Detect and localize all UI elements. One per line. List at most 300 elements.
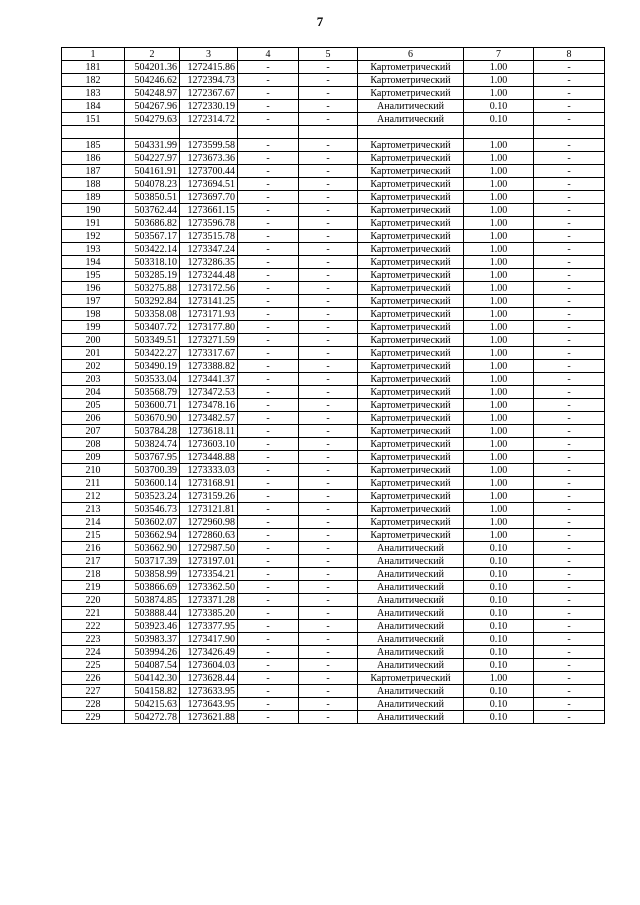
table-cell: - xyxy=(299,529,358,542)
table-cell: - xyxy=(238,100,299,113)
table-cell: 1.00 xyxy=(464,61,534,74)
table-cell: 227 xyxy=(62,685,125,698)
table-cell: Картометрический xyxy=(358,282,464,295)
table-cell: - xyxy=(238,204,299,217)
table-cell: - xyxy=(534,555,605,568)
table-cell: - xyxy=(238,152,299,165)
table-cell: 503600.71 xyxy=(125,399,180,412)
table-cell: Картометрический xyxy=(358,74,464,87)
table-cell: - xyxy=(534,386,605,399)
table-cell: 220 xyxy=(62,594,125,607)
table-cell: 503850.51 xyxy=(125,191,180,204)
table-cell: 1273317.67 xyxy=(180,347,238,360)
table-cell: 191 xyxy=(62,217,125,230)
table-row xyxy=(62,191,605,204)
table-row xyxy=(62,308,605,321)
table-cell: 201 xyxy=(62,347,125,360)
table-cell: Аналитический xyxy=(358,581,464,594)
table-cell: - xyxy=(534,295,605,308)
table-cell: - xyxy=(238,87,299,100)
table-cell: - xyxy=(534,685,605,698)
table-cell: 224 xyxy=(62,646,125,659)
table-cell: - xyxy=(238,594,299,607)
table-cell: 214 xyxy=(62,516,125,529)
table-row xyxy=(62,113,605,126)
table-cell: - xyxy=(299,269,358,282)
table-cell: 187 xyxy=(62,165,125,178)
table-cell: 503292.84 xyxy=(125,295,180,308)
table-cell: 1.00 xyxy=(464,74,534,87)
table-cell: - xyxy=(238,503,299,516)
table-cell: 1273417.90 xyxy=(180,633,238,646)
table-cell: 0.10 xyxy=(464,594,534,607)
table-cell: - xyxy=(238,581,299,594)
table-cell: Картометрический xyxy=(358,373,464,386)
table-cell: 1.00 xyxy=(464,269,534,282)
table-cell xyxy=(62,126,125,139)
table-cell: 203 xyxy=(62,373,125,386)
table-cell: - xyxy=(238,217,299,230)
table-cell: - xyxy=(534,243,605,256)
table-cell: Картометрический xyxy=(358,464,464,477)
table-cell: - xyxy=(238,113,299,126)
table-cell: - xyxy=(238,321,299,334)
table-row xyxy=(62,672,605,685)
table-cell: - xyxy=(534,373,605,386)
table-cell: - xyxy=(299,685,358,698)
table-cell: 503602.07 xyxy=(125,516,180,529)
table-cell: 1.00 xyxy=(464,178,534,191)
header-row xyxy=(62,48,605,61)
table-cell: - xyxy=(299,607,358,620)
table-cell: 1272415.86 xyxy=(180,61,238,74)
table-cell: - xyxy=(299,646,358,659)
table-cell xyxy=(534,126,605,139)
table-cell: 503983.37 xyxy=(125,633,180,646)
table-body-second-part xyxy=(62,139,605,724)
table-cell: 504279.63 xyxy=(125,113,180,126)
table-cell: Картометрический xyxy=(358,61,464,74)
table-cell: Аналитический xyxy=(358,685,464,698)
table-cell: 504201.36 xyxy=(125,61,180,74)
table-cell: - xyxy=(299,503,358,516)
table-cell: 185 xyxy=(62,139,125,152)
table-cell: 210 xyxy=(62,464,125,477)
table-cell: - xyxy=(238,698,299,711)
table-cell: 222 xyxy=(62,620,125,633)
table-cell: - xyxy=(238,334,299,347)
table-cell: 504087.54 xyxy=(125,659,180,672)
table-cell: - xyxy=(534,477,605,490)
table-cell: - xyxy=(534,425,605,438)
table-cell: 202 xyxy=(62,360,125,373)
table-cell: - xyxy=(238,477,299,490)
table-cell: - xyxy=(534,321,605,334)
table-header xyxy=(62,48,605,61)
table-row xyxy=(62,87,605,100)
table-cell: 503923.46 xyxy=(125,620,180,633)
table-row xyxy=(62,594,605,607)
table-cell: 1.00 xyxy=(464,165,534,178)
table-cell: - xyxy=(534,711,605,724)
table-cell: 1273271.59 xyxy=(180,334,238,347)
table-cell: - xyxy=(299,386,358,399)
table-cell: - xyxy=(299,334,358,347)
table-cell: 151 xyxy=(62,113,125,126)
table-cell: - xyxy=(534,438,605,451)
table-cell: 212 xyxy=(62,490,125,503)
table-cell: - xyxy=(534,620,605,633)
table-cell: 504272.78 xyxy=(125,711,180,724)
table-cell: 1273362.50 xyxy=(180,581,238,594)
table-row xyxy=(62,139,605,152)
table-cell: 1.00 xyxy=(464,217,534,230)
table-cell: - xyxy=(534,412,605,425)
table-cell: 211 xyxy=(62,477,125,490)
table-cell: 503533.04 xyxy=(125,373,180,386)
table-cell: 182 xyxy=(62,74,125,87)
table-cell: 1273515.78 xyxy=(180,230,238,243)
table-cell: - xyxy=(299,204,358,217)
table-cell: - xyxy=(299,438,358,451)
table-cell: 1272394.73 xyxy=(180,74,238,87)
table-cell: - xyxy=(299,230,358,243)
table-row xyxy=(62,685,605,698)
table-cell: - xyxy=(238,61,299,74)
table-cell: 229 xyxy=(62,711,125,724)
table-cell: 504158.82 xyxy=(125,685,180,698)
table-cell: 1273426.49 xyxy=(180,646,238,659)
table-row xyxy=(62,555,605,568)
table-cell: 503762.44 xyxy=(125,204,180,217)
table-row xyxy=(62,451,605,464)
table-cell: 503567.17 xyxy=(125,230,180,243)
table-cell: 1273385.20 xyxy=(180,607,238,620)
table-cell: Аналитический xyxy=(358,607,464,620)
table-cell: 0.10 xyxy=(464,620,534,633)
table-cell: 504331.99 xyxy=(125,139,180,152)
table-cell: - xyxy=(238,451,299,464)
table-cell: - xyxy=(534,282,605,295)
table-cell: Картометрический xyxy=(358,308,464,321)
table-cell: 1.00 xyxy=(464,87,534,100)
table-cell: 228 xyxy=(62,698,125,711)
table-cell: 0.10 xyxy=(464,659,534,672)
table-cell: - xyxy=(534,672,605,685)
table-cell: - xyxy=(238,178,299,191)
table-cell: 1273478.16 xyxy=(180,399,238,412)
table-cell: Картометрический xyxy=(358,399,464,412)
table-cell: - xyxy=(534,594,605,607)
table-cell: 503275.88 xyxy=(125,282,180,295)
table-cell: 1273354.21 xyxy=(180,568,238,581)
table-cell: 1.00 xyxy=(464,529,534,542)
table-cell: 1.00 xyxy=(464,490,534,503)
table-cell: - xyxy=(299,698,358,711)
table-cell: - xyxy=(238,412,299,425)
table-cell: - xyxy=(534,139,605,152)
table-row xyxy=(62,152,605,165)
table-cell: Картометрический xyxy=(358,451,464,464)
table-cell: 503422.27 xyxy=(125,347,180,360)
table-row xyxy=(62,698,605,711)
table-cell: Картометрический xyxy=(358,217,464,230)
table-cell: Картометрический xyxy=(358,516,464,529)
table-cell: Картометрический xyxy=(358,438,464,451)
table-cell: 181 xyxy=(62,61,125,74)
table-cell: 1.00 xyxy=(464,243,534,256)
table-cell: - xyxy=(299,399,358,412)
table-cell: - xyxy=(534,230,605,243)
table-cell: - xyxy=(299,308,358,321)
table-cell: - xyxy=(299,542,358,555)
table-cell: - xyxy=(238,269,299,282)
table-cell: - xyxy=(534,191,605,204)
table-cell: 200 xyxy=(62,334,125,347)
table-cell: - xyxy=(534,659,605,672)
table-cell: - xyxy=(299,243,358,256)
table-cell: - xyxy=(534,61,605,74)
table-cell: 1273599.58 xyxy=(180,139,238,152)
page-number: 7 xyxy=(316,14,324,29)
table-cell: - xyxy=(299,360,358,373)
table-cell: Картометрический xyxy=(358,477,464,490)
table-cell: 1273121.81 xyxy=(180,503,238,516)
table-cell: - xyxy=(238,360,299,373)
table-cell: 1273697.70 xyxy=(180,191,238,204)
table-cell: 0.10 xyxy=(464,646,534,659)
table-cell: 1.00 xyxy=(464,139,534,152)
table-cell: Картометрический xyxy=(358,295,464,308)
table-cell: 503568.79 xyxy=(125,386,180,399)
table-cell: 1.00 xyxy=(464,204,534,217)
table-cell: 1.00 xyxy=(464,308,534,321)
table-cell: - xyxy=(299,516,358,529)
table-cell: Картометрический xyxy=(358,321,464,334)
table-cell: 1.00 xyxy=(464,412,534,425)
table-cell: - xyxy=(299,178,358,191)
table-cell: 503784.28 xyxy=(125,425,180,438)
table-cell: 1273628.44 xyxy=(180,672,238,685)
table-cell: - xyxy=(238,672,299,685)
table-cell: - xyxy=(299,581,358,594)
table-cell: - xyxy=(534,698,605,711)
table-cell: 1.00 xyxy=(464,295,534,308)
table-cell: 1.00 xyxy=(464,503,534,516)
table-cell: - xyxy=(534,516,605,529)
table-cell: 504267.96 xyxy=(125,100,180,113)
table-cell: 196 xyxy=(62,282,125,295)
table-cell: 207 xyxy=(62,425,125,438)
table-cell: 1272960.98 xyxy=(180,516,238,529)
table-cell: 503407.72 xyxy=(125,321,180,334)
table-cell: - xyxy=(299,633,358,646)
table-cell: 219 xyxy=(62,581,125,594)
table-cell: Картометрический xyxy=(358,256,464,269)
table-cell: - xyxy=(534,529,605,542)
table-cell: - xyxy=(299,74,358,87)
table-cell: - xyxy=(299,256,358,269)
table-row xyxy=(62,217,605,230)
table-cell: 1273604.03 xyxy=(180,659,238,672)
table-cell: Картометрический xyxy=(358,490,464,503)
table-cell: 1273388.82 xyxy=(180,360,238,373)
table-cell: 1273171.93 xyxy=(180,308,238,321)
table-cell: - xyxy=(534,451,605,464)
table-cell: 1273159.26 xyxy=(180,490,238,503)
table-cell: - xyxy=(299,464,358,477)
table-cell: 503686.82 xyxy=(125,217,180,230)
table-cell: 195 xyxy=(62,269,125,282)
table-cell: - xyxy=(238,386,299,399)
table-cell: - xyxy=(238,568,299,581)
table-cell: 504248.97 xyxy=(125,87,180,100)
table-cell: Аналитический xyxy=(358,620,464,633)
table-cell: - xyxy=(534,646,605,659)
table-cell: Картометрический xyxy=(358,87,464,100)
table-cell: - xyxy=(238,490,299,503)
table-cell: 1.00 xyxy=(464,282,534,295)
table-cell: 192 xyxy=(62,230,125,243)
table-row xyxy=(62,178,605,191)
table-cell: - xyxy=(238,295,299,308)
table-row xyxy=(62,412,605,425)
table-cell: - xyxy=(238,711,299,724)
table-cell: 186 xyxy=(62,152,125,165)
table-row xyxy=(62,425,605,438)
table-cell: 1.00 xyxy=(464,321,534,334)
table-cell: 1.00 xyxy=(464,360,534,373)
table-cell: 0.10 xyxy=(464,685,534,698)
table-cell: 503318.10 xyxy=(125,256,180,269)
table-cell: 0.10 xyxy=(464,568,534,581)
table-cell: - xyxy=(534,113,605,126)
table-cell: 225 xyxy=(62,659,125,672)
table-cell: - xyxy=(238,347,299,360)
table-cell xyxy=(180,126,238,139)
table-cell: 1272987.50 xyxy=(180,542,238,555)
column-header: 2 xyxy=(125,48,180,61)
table-row xyxy=(62,503,605,516)
table-row xyxy=(62,477,605,490)
table-cell: 503422.14 xyxy=(125,243,180,256)
table-cell: 503700.39 xyxy=(125,464,180,477)
table-cell: - xyxy=(534,334,605,347)
table-cell: 503874.85 xyxy=(125,594,180,607)
table-cell: - xyxy=(299,451,358,464)
table-cell: 215 xyxy=(62,529,125,542)
table-cell: 503824.74 xyxy=(125,438,180,451)
column-header: 8 xyxy=(534,48,605,61)
table-cell: - xyxy=(534,165,605,178)
table-cell: 1273700.44 xyxy=(180,165,238,178)
table-cell: - xyxy=(238,74,299,87)
table-cell: 1.00 xyxy=(464,334,534,347)
table-cell: - xyxy=(534,607,605,620)
table-cell: 209 xyxy=(62,451,125,464)
table-cell: 1273694.51 xyxy=(180,178,238,191)
table-row xyxy=(62,490,605,503)
table-cell: 503670.90 xyxy=(125,412,180,425)
table-cell: 503358.08 xyxy=(125,308,180,321)
table-cell: - xyxy=(238,230,299,243)
table-cell: 1.00 xyxy=(464,256,534,269)
table-cell: - xyxy=(238,191,299,204)
table-cell: 1.00 xyxy=(464,399,534,412)
table-cell: Картометрический xyxy=(358,165,464,178)
table-cell: 1273633.95 xyxy=(180,685,238,698)
table-cell: 1273441.37 xyxy=(180,373,238,386)
table-cell: - xyxy=(238,529,299,542)
table-row xyxy=(62,659,605,672)
table-cell: 226 xyxy=(62,672,125,685)
table-cell: - xyxy=(534,152,605,165)
table-cell: - xyxy=(238,256,299,269)
table-cell: 1273168.91 xyxy=(180,477,238,490)
table-cell: 1272314.72 xyxy=(180,113,238,126)
table-cell: - xyxy=(534,568,605,581)
empty-separator-row xyxy=(62,126,605,139)
table-cell: 223 xyxy=(62,633,125,646)
table-cell: 503600.14 xyxy=(125,477,180,490)
table-cell: - xyxy=(299,100,358,113)
table-cell: 503523.24 xyxy=(125,490,180,503)
table-cell: 188 xyxy=(62,178,125,191)
table-cell: 503349.51 xyxy=(125,334,180,347)
table-cell: 1273197.01 xyxy=(180,555,238,568)
table-cell: - xyxy=(238,607,299,620)
table-cell: 0.10 xyxy=(464,542,534,555)
table-cell: - xyxy=(238,308,299,321)
coordinates-table xyxy=(61,47,605,724)
table-cell: - xyxy=(534,74,605,87)
table-cell: - xyxy=(299,568,358,581)
table-cell: - xyxy=(299,191,358,204)
table-row xyxy=(62,334,605,347)
table-cell: Картометрический xyxy=(358,672,464,685)
table-cell: - xyxy=(534,87,605,100)
table-cell: 208 xyxy=(62,438,125,451)
table-cell: 1273643.95 xyxy=(180,698,238,711)
table-cell: 0.10 xyxy=(464,711,534,724)
table-cell: - xyxy=(299,165,358,178)
table-cell: Картометрический xyxy=(358,191,464,204)
table-cell: - xyxy=(299,217,358,230)
table-cell: 503490.19 xyxy=(125,360,180,373)
table-cell: 1272367.67 xyxy=(180,87,238,100)
column-header: 4 xyxy=(238,48,299,61)
table-cell: 190 xyxy=(62,204,125,217)
table-row xyxy=(62,711,605,724)
table-cell: 198 xyxy=(62,308,125,321)
table-row xyxy=(62,269,605,282)
table-cell: 503994.26 xyxy=(125,646,180,659)
table-cell xyxy=(464,126,534,139)
table-cell: - xyxy=(238,243,299,256)
table-cell: Аналитический xyxy=(358,568,464,581)
table-cell: 504215.63 xyxy=(125,698,180,711)
table-cell: 1273141.25 xyxy=(180,295,238,308)
table-cell: - xyxy=(534,399,605,412)
table-cell: 1273661.15 xyxy=(180,204,238,217)
table-cell xyxy=(125,126,180,139)
table-cell: 1.00 xyxy=(464,516,534,529)
table-cell: Картометрический xyxy=(358,360,464,373)
table-row xyxy=(62,516,605,529)
table-cell: Картометрический xyxy=(358,152,464,165)
table-cell: Картометрический xyxy=(358,334,464,347)
table-cell: - xyxy=(534,503,605,516)
